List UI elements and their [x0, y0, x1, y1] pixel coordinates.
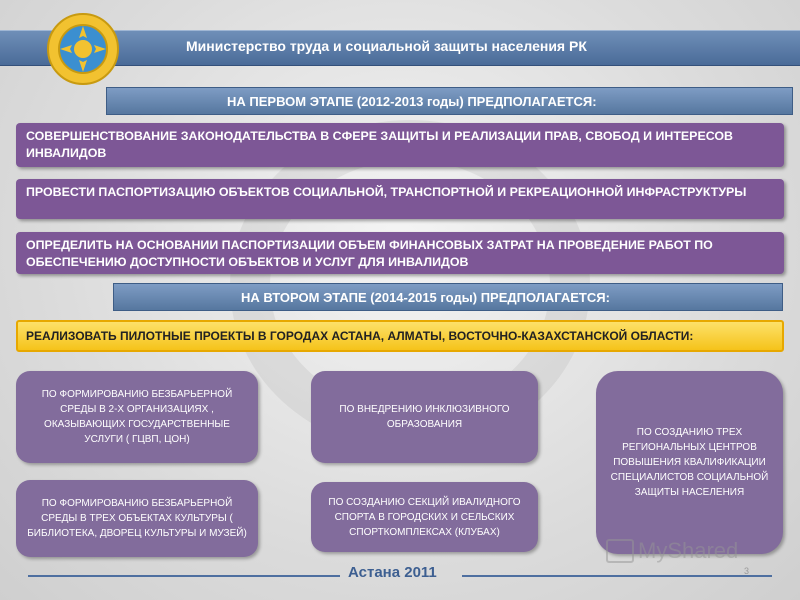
page-number: 3 — [744, 566, 750, 576]
presentation-icon — [606, 539, 634, 563]
watermark — [606, 538, 738, 564]
page-title: Министерство труда и социальной защиты населения РК — [186, 38, 587, 54]
project-box: ПО СОЗДАНИЮ ТРЕХ РЕГИОНАЛЬНЫХ ЦЕНТРОВ ПОВЫШЕНИЯ КВАЛИФИКАЦИИ СПЕЦИАЛИСТОВ СОЦИАЛЬНОЙ ЗАЩИТЫ НАСЕЛЕНИЯ — [596, 371, 783, 554]
stage2-title: НА ВТОРОМ ЭТАПЕ (2014-2015 годы) ПРЕДПОЛАГАЕТСЯ: — [113, 283, 783, 311]
footer-text: Астана 2011 — [348, 564, 437, 581]
footer-line-right — [462, 575, 772, 577]
stage1-item: СОВЕРШЕНСТВОВАНИЕ ЗАКОНОДАТЕЛЬСТВА В СФЕРЕ ЗАЩИТЫ И РЕАЛИЗАЦИИ ПРАВ, СВОБОД И ИНТЕРЕСОВ ИНВАЛИДОВ — [16, 123, 784, 167]
project-box: ПО ВНЕДРЕНИЮ ИНКЛЮЗИВНОГО ОБРАЗОВАНИЯ — [311, 371, 538, 463]
stage1-item: ОПРЕДЕЛИТЬ НА ОСНОВАНИИ ПАСПОРТИЗАЦИИ ОБЪЕМ ФИНАНСОВЫХ ЗАТРАТ НА ПРОВЕДЕНИЕ РАБОТ ПО ОБЕСПЕЧЕНИЮ ДОСТУПНОСТИ ОБЪЕКТОВ И УСЛУГ ДЛЯ ИНВАЛИДОВ — [16, 232, 784, 274]
stage1-title: НА ПЕРВОМ ЭТАПЕ (2012-2013 годы) ПРЕДПОЛАГАЕТСЯ: — [106, 87, 793, 115]
pilot-projects-highlight: РЕАЛИЗОВАТЬ ПИЛОТНЫЕ ПРОЕКТЫ В ГОРОДАХ АСТАНА, АЛМАТЫ, ВОСТОЧНО-КАЗАХСТАНСКОЙ ОБЛАСТИ: — [16, 320, 784, 352]
project-box: ПО СОЗДАНИЮ СЕКЦИЙ ИВАЛИДНОГО СПОРТА В ГОРОДСКИХ И СЕЛЬСКИХ СПОРТКОМПЛЕКСАХ (КЛУБАХ) — [311, 482, 538, 552]
watermark-text: MyShared — [638, 538, 739, 563]
kazakhstan-emblem-icon — [46, 12, 120, 86]
project-box: ПО ФОРМИРОВАНИЮ БЕЗБАРЬЕРНОЙ СРЕДЫ В ТРЕХ ОБЪЕКТАХ КУЛЬТУРЫ ( БИБЛИОТЕКА, ДВОРЕЦ КУЛЬТУРЫ И МУЗЕЙ) — [16, 480, 258, 557]
stage1-item: ПРОВЕСТИ ПАСПОРТИЗАЦИЮ ОБЪЕКТОВ СОЦИАЛЬНОЙ, ТРАНСПОРТНОЙ И РЕКРЕАЦИОННОЙ ИНФРАСТРУКТУРЫ — [16, 179, 784, 219]
project-box: ПО ФОРМИРОВАНИЮ БЕЗБАРЬЕРНОЙ СРЕДЫ В 2-Х ОРГАНИЗАЦИЯХ , ОКАЗЫВАЮЩИХ ГОСУДАРСТВЕННЫЕ УСЛУГИ ( ГЦВП, ЦОН) — [16, 371, 258, 463]
footer-line-left — [28, 575, 340, 577]
